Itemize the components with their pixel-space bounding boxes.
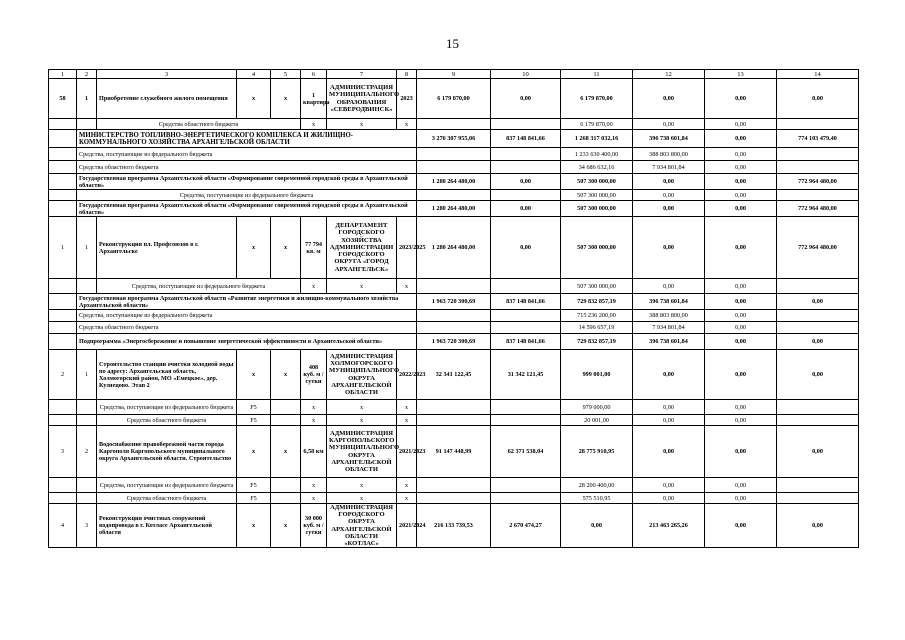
cell: 396 738 601,84 bbox=[633, 334, 705, 350]
cell: 507 300 000,00 bbox=[561, 190, 633, 201]
cell: 388 803 800,00 bbox=[633, 148, 705, 161]
cell: 0,00 bbox=[705, 161, 777, 174]
cell: х bbox=[301, 415, 327, 426]
cell: 1 963 720 300,69 bbox=[417, 294, 491, 310]
table-row bbox=[49, 415, 859, 426]
cell: х bbox=[327, 493, 397, 504]
funding-label: Средства областного бюджета bbox=[77, 322, 417, 334]
cell: 1 280 264 480,00 bbox=[417, 217, 491, 279]
cell: F5 bbox=[237, 415, 271, 426]
program-label: Государственная программа Архангельской области «Формирование современной городской среды в Архангельской области» bbox=[77, 201, 417, 217]
cell: х bbox=[397, 493, 417, 504]
funding-label: Средства, поступающие из федерального бюджета bbox=[97, 279, 301, 294]
table-row bbox=[49, 334, 859, 350]
program-label: Государственная программа Архангельской области «Формирование современной городской среды в Архангельской области» bbox=[77, 174, 417, 190]
cell: 0,00 bbox=[633, 190, 705, 201]
cell: 2 670 474,27 bbox=[491, 504, 561, 548]
cell: 0,00 bbox=[633, 217, 705, 279]
cell: 772 964 480,00 bbox=[777, 217, 859, 279]
cell: х bbox=[271, 426, 301, 478]
cell: 216 133 739,53 bbox=[417, 504, 491, 548]
cell: 0,00 bbox=[633, 493, 705, 504]
organization: АДМИНИСТРАЦИЯ ХОЛМОГОРСКОГО МУНИЦИПАЛЬНОГО ОКРУГА АРХАНГЕЛЬСКОЙ ОБЛАСТИ bbox=[327, 350, 397, 400]
cell: 0,00 bbox=[633, 201, 705, 217]
cell: 0,00 bbox=[705, 504, 777, 548]
header-cell: 4 bbox=[237, 70, 271, 79]
cell: 0,00 bbox=[491, 217, 561, 279]
cell: 7 934 801,84 bbox=[633, 161, 705, 174]
organization: АДМИНИСТРАЦИЯ МУНИЦИПАЛЬНОГО ОБРАЗОВАНИЯ «СЕВЕРОДВИНСК» bbox=[327, 79, 397, 119]
cell: 0,00 bbox=[777, 350, 859, 400]
period: 2023 bbox=[397, 79, 417, 119]
capacity: 1 квартира bbox=[301, 79, 327, 119]
table-row bbox=[49, 310, 859, 322]
cell: 0,00 bbox=[705, 426, 777, 478]
cell: 1 963 720 300,69 bbox=[417, 334, 491, 350]
table-row bbox=[49, 350, 859, 400]
cell: 0,00 bbox=[705, 478, 777, 493]
cell: 3 276 307 955,06 bbox=[417, 130, 491, 148]
header-cell: 12 bbox=[633, 70, 705, 79]
cell: 507 300 000,00 bbox=[561, 217, 633, 279]
cell: х bbox=[271, 217, 301, 279]
period: 2021/2023 bbox=[397, 426, 417, 478]
funding-label: Средства областного бюджета bbox=[97, 119, 301, 130]
table-row bbox=[49, 504, 859, 548]
cell: 0,00 bbox=[705, 310, 777, 322]
object-name: Реконструкция пл. Профсоюзов в г. Архангельске bbox=[97, 217, 237, 279]
table-row bbox=[49, 174, 859, 190]
organization: АДМИНИСТРАЦИЯ КАРГОПОЛЬСКОГО МУНИЦИПАЛЬНОГО ОКРУГА АРХАНГЕЛЬСКОЙ ОБЛАСТИ bbox=[327, 426, 397, 478]
cell: 774 103 479,40 bbox=[777, 130, 859, 148]
cell: 0,00 bbox=[777, 426, 859, 478]
header-cell: 13 bbox=[705, 70, 777, 79]
row-subnumber: 1 bbox=[77, 217, 97, 279]
budget-table bbox=[48, 69, 859, 548]
capacity: 30 000 куб. м / сутки bbox=[301, 504, 327, 548]
cell: 0,00 bbox=[491, 201, 561, 217]
cell: 0,00 bbox=[705, 190, 777, 201]
cell: 0,00 bbox=[705, 119, 777, 130]
object-name: Строительство станции очистки холодной воды по адресу: Архангельская область, Холмогорский район, МО «Емецкое», дер. Кузнецово. Этап 2 bbox=[97, 350, 237, 400]
table-row bbox=[49, 426, 859, 478]
funding-label: Средства, поступающие из федерального бюджета bbox=[77, 148, 417, 161]
table-row bbox=[49, 130, 859, 148]
cell: 979 000,00 bbox=[561, 400, 633, 415]
cell: 0,00 bbox=[633, 119, 705, 130]
object-name: Водоснабжение правобережной части города Каргополя Каргопольского муниципального округа Архангельской области. Строительство bbox=[97, 426, 237, 478]
header-cell: 5 bbox=[271, 70, 301, 79]
cell: х bbox=[397, 279, 417, 294]
cell: 0,00 bbox=[705, 350, 777, 400]
row-number: 3 bbox=[49, 426, 77, 478]
row-number: 4 bbox=[49, 504, 77, 548]
table-row bbox=[49, 119, 859, 130]
cell: 91 147 448,99 bbox=[417, 426, 491, 478]
header-cell: 3 bbox=[97, 70, 237, 79]
period: 2021/2024 bbox=[397, 504, 417, 548]
row-subnumber: 3 bbox=[77, 504, 97, 548]
cell: 1 280 264 480,00 bbox=[417, 174, 491, 190]
cell: 1 268 317 032,16 bbox=[561, 130, 633, 148]
cell: х bbox=[271, 504, 301, 548]
cell: 0,00 bbox=[633, 400, 705, 415]
cell: 7 934 801,84 bbox=[633, 322, 705, 334]
table-row bbox=[49, 161, 859, 174]
header-cell: 11 bbox=[561, 70, 633, 79]
cell: 0,00 bbox=[633, 426, 705, 478]
cell: 507 300 000,00 bbox=[561, 174, 633, 190]
cell: х bbox=[327, 415, 397, 426]
table-row bbox=[49, 322, 859, 334]
cell: 0,00 bbox=[633, 174, 705, 190]
funding-label: Средства, поступающие из федерального бюджета bbox=[77, 190, 417, 201]
cell: 715 236 200,00 bbox=[561, 310, 633, 322]
cell: 0,00 bbox=[491, 79, 561, 119]
row-number: 58 bbox=[49, 79, 77, 119]
cell: 837 148 841,66 bbox=[491, 130, 561, 148]
cell: 0,00 bbox=[705, 294, 777, 310]
table-row bbox=[49, 294, 859, 310]
cell: х bbox=[327, 400, 397, 415]
cell: х bbox=[271, 79, 301, 119]
cell: 0,00 bbox=[777, 294, 859, 310]
funding-label: Средства, поступающие из федерального бюджета bbox=[97, 400, 237, 415]
cell: F5 bbox=[237, 478, 271, 493]
cell: 0,00 bbox=[705, 415, 777, 426]
cell: х bbox=[397, 119, 417, 130]
cell: х bbox=[301, 279, 327, 294]
cell: х bbox=[327, 279, 397, 294]
cell: 1 233 630 400,00 bbox=[561, 148, 633, 161]
cell: 0,00 bbox=[633, 478, 705, 493]
table-row bbox=[49, 478, 859, 493]
cell: 388 803 800,00 bbox=[633, 310, 705, 322]
cell: 0,00 bbox=[633, 279, 705, 294]
cell: х bbox=[327, 119, 397, 130]
cell: 396 738 601,84 bbox=[633, 294, 705, 310]
cell: 0,00 bbox=[705, 79, 777, 119]
row-subnumber: 2 bbox=[77, 426, 97, 478]
cell: 772 964 480,00 bbox=[777, 174, 859, 190]
cell: 0,00 bbox=[705, 279, 777, 294]
capacity: 77 794 кв. м bbox=[301, 217, 327, 279]
cell: 1 280 264 480,00 bbox=[417, 201, 491, 217]
period: 2022/2023 bbox=[397, 350, 417, 400]
table-row bbox=[49, 279, 859, 294]
cell: 396 738 601,84 bbox=[633, 130, 705, 148]
cell: х bbox=[397, 400, 417, 415]
object-name: Реконструкция очистных сооружений водопровода в г. Котласе Архангельской области bbox=[97, 504, 237, 548]
header-cell: 9 bbox=[417, 70, 491, 79]
header-cell: 2 bbox=[77, 70, 97, 79]
header-cell: 8 bbox=[397, 70, 417, 79]
table-row bbox=[49, 493, 859, 504]
cell: 837 148 841,66 bbox=[491, 294, 561, 310]
ministry-label: МИНИСТЕРСТВО ТОПЛИВНО-ЭНЕРГЕТИЧЕСКОГО КОМПЛЕКСА И ЖИЛИЩНО-КОММУНАЛЬНОГО ХОЗЯЙСТВА АРХАНГЕЛЬСКОЙ ОБЛАСТИ bbox=[77, 130, 417, 148]
header-cell: 1 bbox=[49, 70, 77, 79]
cell: F5 bbox=[237, 400, 271, 415]
cell: 20 001,00 bbox=[561, 415, 633, 426]
cell: х bbox=[397, 478, 417, 493]
organization: АДМИНИСТРАЦИЯ ГОРОДСКОГО ОКРУГА АРХАНГЕЛЬСКОЙ ОБЛАСТИ «КОТЛАС» bbox=[327, 504, 397, 548]
cell: 0,00 bbox=[705, 322, 777, 334]
program-label: Государственная программа Архангельской области «Развитие энергетики и жилищно-коммунального хозяйства Архангельской области» bbox=[77, 294, 417, 310]
cell: х bbox=[327, 478, 397, 493]
cell: 0,00 bbox=[705, 217, 777, 279]
cell: х bbox=[237, 79, 271, 119]
cell: 0,00 bbox=[705, 130, 777, 148]
cell: 0,00 bbox=[491, 174, 561, 190]
funding-label: Средства, поступающие из федерального бюджета bbox=[77, 310, 417, 322]
header-cell: 6 bbox=[301, 70, 327, 79]
capacity: 6,58 км bbox=[301, 426, 327, 478]
row-subnumber: 1 bbox=[77, 79, 97, 119]
cell: 999 001,00 bbox=[561, 350, 633, 400]
cell: 0,00 bbox=[705, 174, 777, 190]
cell: 6 179 870,00 bbox=[561, 119, 633, 130]
header-cell: 10 bbox=[491, 70, 561, 79]
page-number: 15 bbox=[446, 36, 459, 51]
funding-label: Средства областного бюджета bbox=[97, 493, 237, 504]
subprogram-label: Подпрограмма «Энергосбережение и повышение энергетической эффективности в Архангельской области» bbox=[77, 334, 417, 350]
cell: 28 775 910,95 bbox=[561, 426, 633, 478]
cell: 6 179 870,00 bbox=[417, 79, 491, 119]
cell: 0,00 bbox=[705, 201, 777, 217]
cell: 0,00 bbox=[705, 400, 777, 415]
cell: 213 463 265,26 bbox=[633, 504, 705, 548]
table-row bbox=[49, 217, 859, 279]
cell: х bbox=[301, 493, 327, 504]
cell: 62 371 538,04 bbox=[491, 426, 561, 478]
cell: 0,00 bbox=[561, 504, 633, 548]
row-number: 1 bbox=[49, 217, 77, 279]
cell: 837 148 841,66 bbox=[491, 334, 561, 350]
cell: 14 596 657,19 bbox=[561, 322, 633, 334]
table-row bbox=[49, 190, 859, 201]
funding-label: Средства областного бюджета bbox=[77, 161, 417, 174]
table-row bbox=[49, 79, 859, 119]
cell: 0,00 bbox=[633, 350, 705, 400]
cell: 0,00 bbox=[633, 79, 705, 119]
cell: х bbox=[237, 426, 271, 478]
cell: 0,00 bbox=[705, 493, 777, 504]
capacity: 408 куб. м / сутки bbox=[301, 350, 327, 400]
cell: 32 341 122,45 bbox=[417, 350, 491, 400]
row-number: 2 bbox=[49, 350, 77, 400]
table-row bbox=[49, 201, 859, 217]
cell: 507 300 000,00 bbox=[561, 201, 633, 217]
cell: х bbox=[301, 119, 327, 130]
object-name: Приобретение служебного жилого помещения bbox=[97, 79, 237, 119]
cell: 31 342 121,45 bbox=[491, 350, 561, 400]
header-cell: 14 bbox=[777, 70, 859, 79]
cell: 0,00 bbox=[777, 334, 859, 350]
cell: х bbox=[397, 415, 417, 426]
organization: ДЕПАРТАМЕНТ ГОРОДСКОГО ХОЗЯЙСТВА АДМИНИСТРАЦИИ ГОРОДСКОГО ОКРУГА «ГОРОД АРХАНГЕЛЬСК» bbox=[327, 217, 397, 279]
cell: 34 686 632,16 bbox=[561, 161, 633, 174]
cell: F5 bbox=[237, 493, 271, 504]
cell: 575 510,95 bbox=[561, 493, 633, 504]
cell: 772 964 480,00 bbox=[777, 201, 859, 217]
cell: 0,00 bbox=[705, 148, 777, 161]
cell: 28 200 400,00 bbox=[561, 478, 633, 493]
cell: х bbox=[237, 217, 271, 279]
cell: 729 832 857,19 bbox=[561, 334, 633, 350]
table-row bbox=[49, 148, 859, 161]
cell: х bbox=[237, 350, 271, 400]
funding-label: Средства областного бюджета bbox=[97, 415, 237, 426]
period: 2023/2025 bbox=[397, 217, 417, 279]
cell: х bbox=[237, 504, 271, 548]
row-subnumber: 1 bbox=[77, 350, 97, 400]
cell: х bbox=[301, 478, 327, 493]
cell: 0,00 bbox=[705, 334, 777, 350]
header-cell: 7 bbox=[327, 70, 397, 79]
table-row bbox=[49, 400, 859, 415]
funding-label: Средства, поступающие из федерального бюджета bbox=[97, 478, 237, 493]
cell: 0,00 bbox=[633, 415, 705, 426]
cell: 729 832 857,19 bbox=[561, 294, 633, 310]
cell: х bbox=[271, 350, 301, 400]
cell: х bbox=[301, 400, 327, 415]
cell: 507 300 000,00 bbox=[561, 279, 633, 294]
cell: 0,00 bbox=[777, 79, 859, 119]
cell: 6 179 870,00 bbox=[561, 79, 633, 119]
header-row bbox=[49, 70, 859, 79]
cell: 0,00 bbox=[777, 504, 859, 548]
